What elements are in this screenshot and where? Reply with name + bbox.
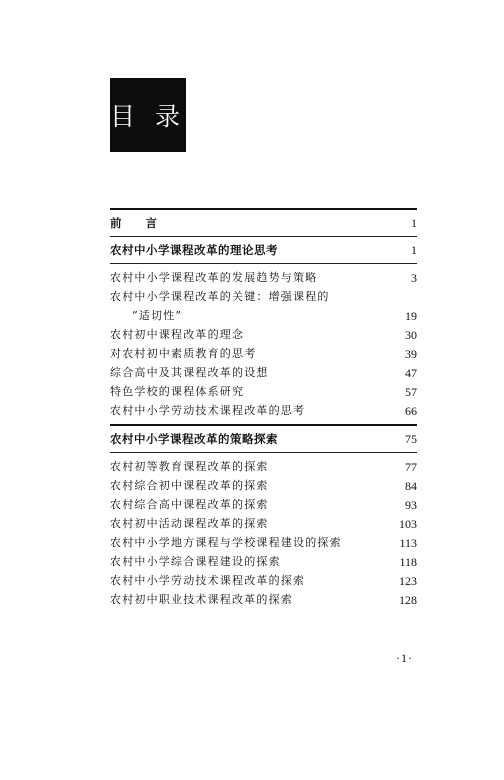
toc-entry-page: 118 [399,554,417,569]
toc-entry-page: 3 [411,270,417,285]
toc-entry-label: 农村综合初中课程改革的探索 [110,478,269,492]
toc-entry-label: 农村综合高中课程改革的探索 [110,497,269,511]
toc-entry-label: 综合高中及其课程改革的设想 [110,365,269,379]
toc-entry-page: 128 [399,592,417,607]
toc-entry-label: “适切性” [132,308,183,322]
toc-entry-label: 农村中小学劳动技术课程改革的思考 [110,403,306,417]
toc-entry-page: 57 [405,384,417,399]
toc-entry-page: 77 [405,459,417,474]
toc-entry-page: 19 [405,308,417,323]
toc-entry[interactable] [110,514,417,533]
page-number: ·1· [396,651,413,665]
toc-entry[interactable] [110,382,417,401]
toc-entry-label: 农村中小学课程改革的发展趋势与策略 [110,270,318,284]
toc-entry[interactable] [110,571,417,590]
toc-entry-label: 农村中小学地方课程与学校课程建设的探索 [110,535,342,549]
toc-entry-page: 113 [399,535,417,550]
toc-entry-page: 84 [405,478,417,493]
toc-entry-page: 47 [405,365,417,380]
toc-entry[interactable] [110,476,417,495]
toc-entry[interactable] [110,344,417,363]
toc-entry[interactable] [110,287,417,306]
divider [110,263,417,264]
toc-part-label: 农村中小学课程改革的理论思考 [110,243,278,257]
toc-entry[interactable] [110,533,417,552]
toc-entry-page: 39 [405,346,417,361]
toc-entry-page: 123 [399,573,417,588]
toc-part-page: 75 [405,432,417,446]
toc-entry[interactable] [110,363,417,382]
toc-entry-continuation[interactable] [110,306,417,325]
toc-part-heading-2[interactable] [110,426,417,452]
toc-part-page: 1 [411,243,417,257]
toc-entry-page: 103 [399,516,417,531]
toc-entry-label: 农村初中课程改革的理念 [110,327,245,341]
toc-entry-page: 1 [411,216,417,230]
toc-entry-page: 30 [405,327,417,342]
toc-entry[interactable] [110,457,417,476]
toc-entry-label: 农村初中职业技术课程改革的探索 [110,592,293,606]
toc-entry[interactable] [110,325,417,344]
toc-entry-label: 农村中小学综合课程建设的探索 [110,554,281,568]
toc-entry[interactable] [110,552,417,571]
toc-entry[interactable] [110,495,417,514]
toc-entry-label: 对农村初中素质教育的思考 [110,346,257,360]
toc-entry-label: 农村中小学课程改革的关键：增强课程的 [110,289,330,303]
toc-entry[interactable] [110,268,417,287]
toc-part-heading-1[interactable] [110,237,417,263]
toc-entry-label: 农村初等教育课程改革的探索 [110,459,269,473]
table-of-contents [110,208,417,609]
toc-title-text: 目 录 [110,102,186,131]
toc-entry-label: 前 言 [110,216,168,230]
toc-entry-page: 93 [405,497,417,512]
toc-title [110,78,186,152]
toc-entry-label: 特色学校的课程体系研究 [110,384,245,398]
toc-entry-preface[interactable] [110,210,417,236]
toc-entry[interactable] [110,590,417,609]
toc-entry[interactable] [110,401,417,420]
toc-entry-label: 农村初中活动课程改革的探索 [110,516,269,530]
toc-part-label: 农村中小学课程改革的策略探索 [110,432,278,446]
divider [110,452,417,453]
toc-entry-page: 66 [405,403,417,418]
toc-entry-label: 农村中小学劳动技术课程改革的探索 [110,573,306,587]
